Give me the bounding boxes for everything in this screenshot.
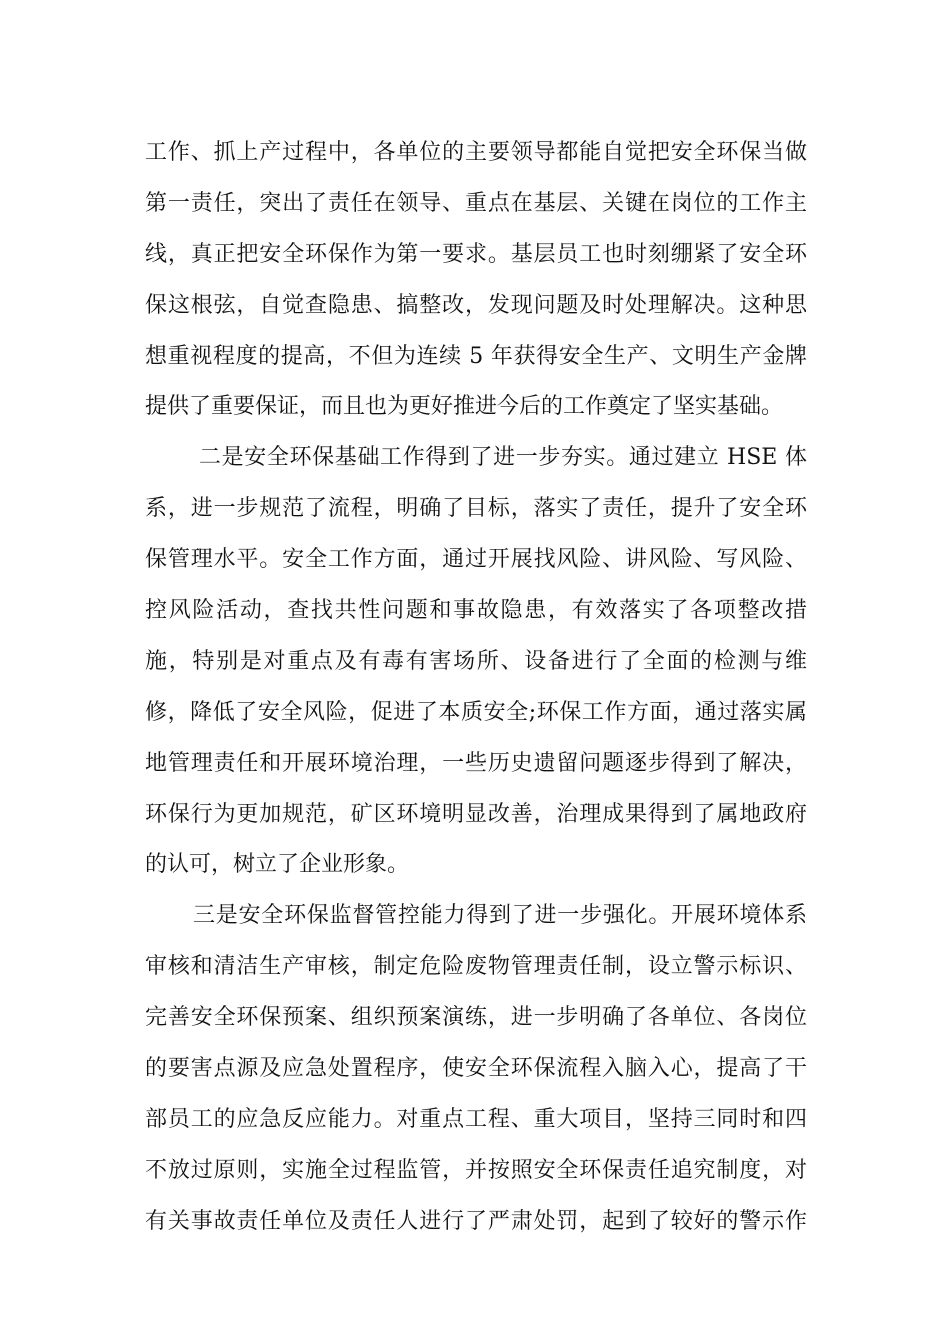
text-line: 有关事故责任单位及责任人进行了严肃处罚，起到了较好的警示作 <box>145 1208 807 1234</box>
text-line: 部员工的应急反应能力。对重点工程、重大项目，坚持三同时和四 <box>145 1106 807 1132</box>
text-line: 审核和清洁生产审核，制定危险废物管理责任制，设立警示标识、 <box>145 954 807 980</box>
text-line: 保管理水平。安全工作方面，通过开展找风险、讲风险、写风险、 <box>145 547 807 573</box>
text-line: 三是安全环保监督管控能力得到了进一步强化。开展环境体系 <box>193 903 807 929</box>
text-line: 控风险活动，查找共性问题和事故隐患，有效落实了各项整改措 <box>145 598 807 624</box>
text-line: 提供了重要保证，而且也为更好推进今后的工作奠定了坚实基础。 <box>145 394 784 420</box>
text-line: 的认可，树立了企业形象。 <box>145 852 410 878</box>
text-line: 保这根弦，自觉查隐患、搞整改，发现问题及时处理解决。这种思 <box>145 292 807 318</box>
text-line: 地管理责任和开展环境治理，一些历史遗留问题逐步得到了解决， <box>145 750 807 776</box>
text-line: 修，降低了安全风险，促进了本质安全;环保工作方面，通过落实属 <box>145 699 807 725</box>
paragraph-2 <box>145 433 807 891</box>
text-line: 线，真正把安全环保作为第一要求。基层员工也时刻绷紧了安全环 <box>145 241 807 267</box>
text-line: 系，进一步规范了流程，明确了目标，落实了责任，提升了安全环 <box>145 496 807 522</box>
paragraph-1 <box>145 128 807 433</box>
text-line: 环保行为更加规范，矿区环境明显改善，治理成果得到了属地政府 <box>145 801 807 827</box>
text-line: 的要害点源及应急处置程序，使安全环保流程入脑入心，提高了干 <box>145 1056 807 1082</box>
text-line: 二是安全环保基础工作得到了进一步夯实。通过建立 HSE 体 <box>199 445 807 471</box>
text-line: 不放过原则，实施全过程监管，并按照安全环保责任追究制度，对 <box>145 1157 807 1183</box>
text-line: 第一责任，突出了责任在领导、重点在基层、关键在岗位的工作主 <box>145 190 807 216</box>
paragraph-3 <box>145 891 807 1247</box>
text-line: 完善安全环保预案、组织预案演练，进一步明确了各单位、各岗位 <box>145 1005 807 1031</box>
document-body <box>145 128 807 1248</box>
text-line: 施，特别是对重点及有毒有害场所、设备进行了全面的检测与维 <box>145 648 807 674</box>
text-line: 想重视程度的提高，不但为连续 5 年获得安全生产、文明生产金牌 <box>145 343 807 369</box>
text-line: 工作、抓上产过程中，各单位的主要领导都能自觉把安全环保当做 <box>145 140 807 165</box>
